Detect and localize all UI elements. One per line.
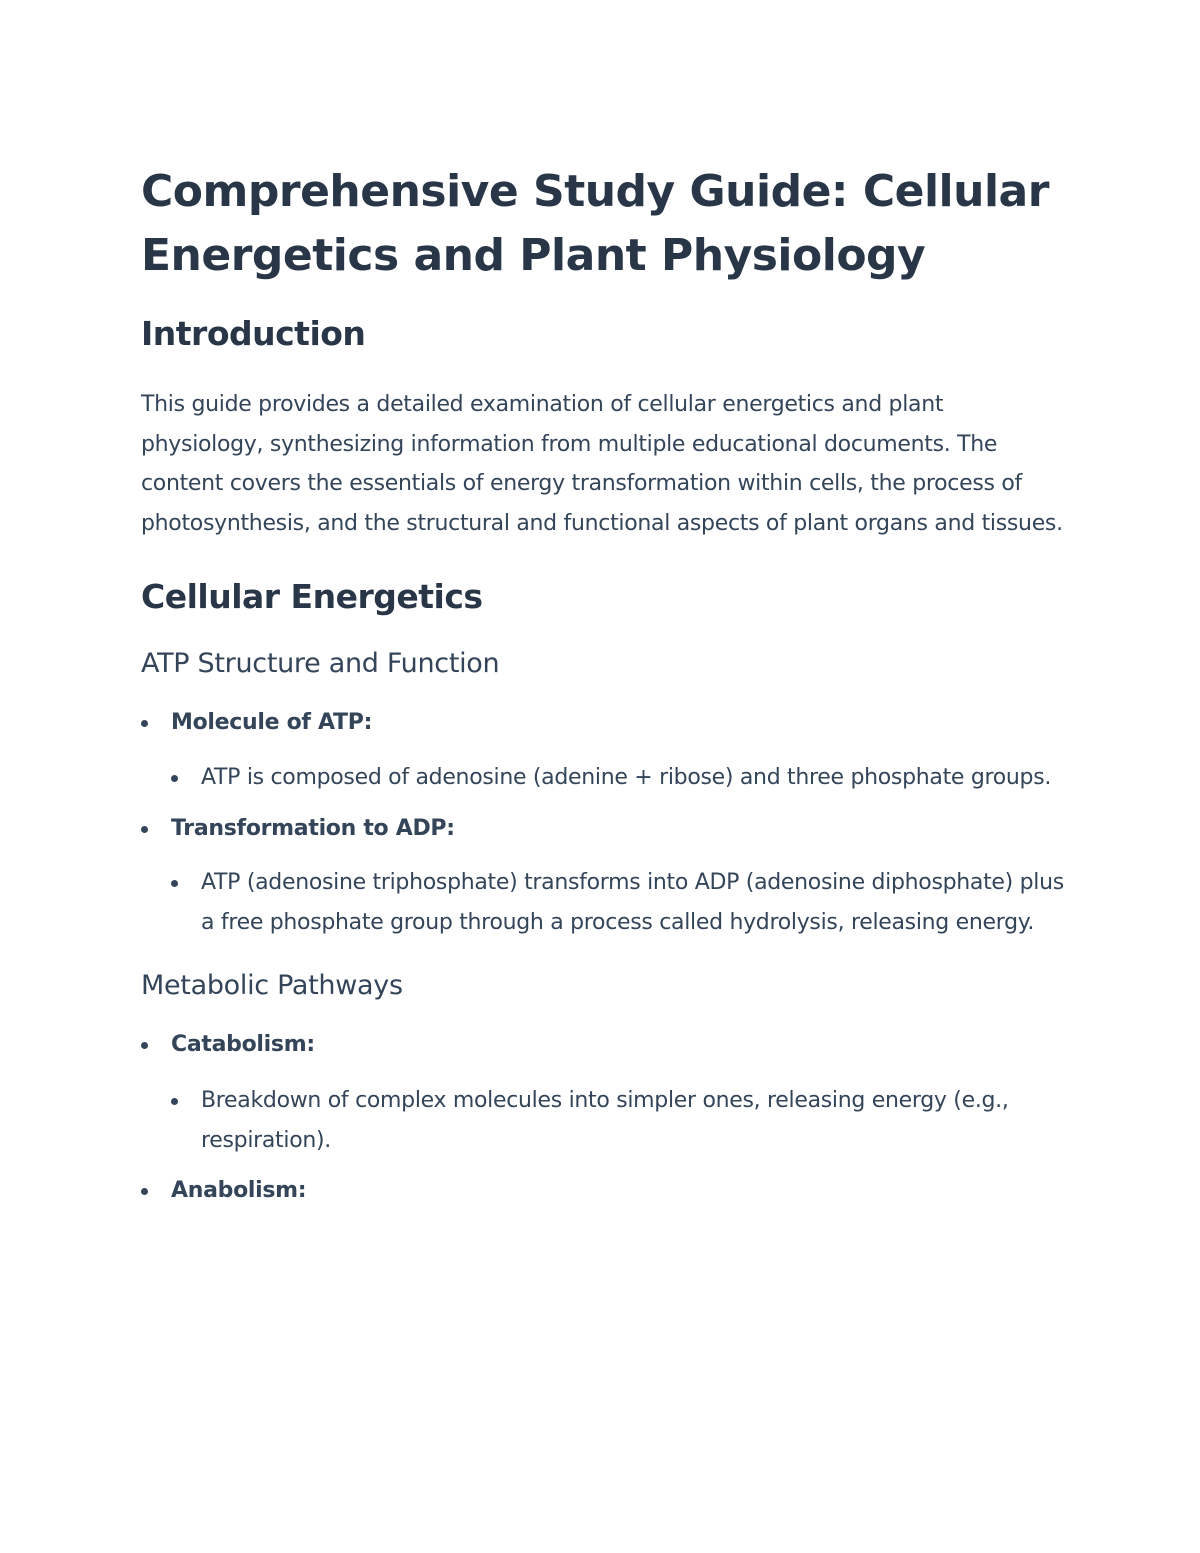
subsection-heading-metabolic: Metabolic Pathways	[141, 970, 403, 1001]
bullet-icon	[141, 1188, 148, 1195]
list-item-label: Molecule of ATP:	[171, 710, 373, 735]
metabolic-list	[141, 1030, 1071, 1206]
document-content	[141, 160, 1071, 1206]
bullet-icon	[141, 1042, 148, 1049]
list-item	[141, 814, 1071, 844]
intro-paragraph: This guide provides a detailed examination of cellular energetics and plant physiology, synthesizing information from multiple educational documents. The content covers the essentials of energy transformation within cells, the process of photosynthesis, and the structural and functional aspects of plant organs and tissues.	[141, 392, 1063, 536]
list-item	[141, 1176, 1071, 1206]
bullet-icon	[141, 826, 148, 833]
list-item-label: Anabolism:	[171, 1178, 307, 1203]
subsection-heading-atp: ATP Structure and Function	[141, 648, 500, 679]
section-heading-introduction: Introduction	[141, 314, 366, 353]
sub-list-item	[171, 1081, 1071, 1161]
bullet-icon	[171, 880, 178, 887]
list-item-detail: ATP (adenosine triphosphate) transforms into ADP (adenosine diphosphate) plus a free phosphate group through a process called hydrolysis, releasing energy.	[201, 870, 1064, 935]
bullet-icon	[141, 720, 148, 727]
sub-list-item	[171, 758, 1071, 798]
document-title: Comprehensive Study Guide: Cellular Energetics and Plant Physiology	[141, 166, 1049, 281]
list-item	[141, 1030, 1071, 1060]
atp-list	[141, 708, 1071, 943]
list-item-detail: ATP is composed of adenosine (adenine + ribose) and three phosphate groups.	[201, 765, 1052, 790]
list-item-label: Catabolism:	[171, 1032, 315, 1057]
bullet-icon	[171, 1098, 178, 1105]
list-item-detail: Breakdown of complex molecules into simpler ones, releasing energy (e.g., respiration).	[201, 1088, 1009, 1153]
list-item-label: Transformation to ADP:	[171, 816, 455, 841]
list-item	[141, 708, 1071, 738]
bullet-icon	[171, 775, 178, 782]
section-heading-cellular-energetics: Cellular Energetics	[141, 577, 483, 616]
sub-list-item	[171, 863, 1071, 943]
